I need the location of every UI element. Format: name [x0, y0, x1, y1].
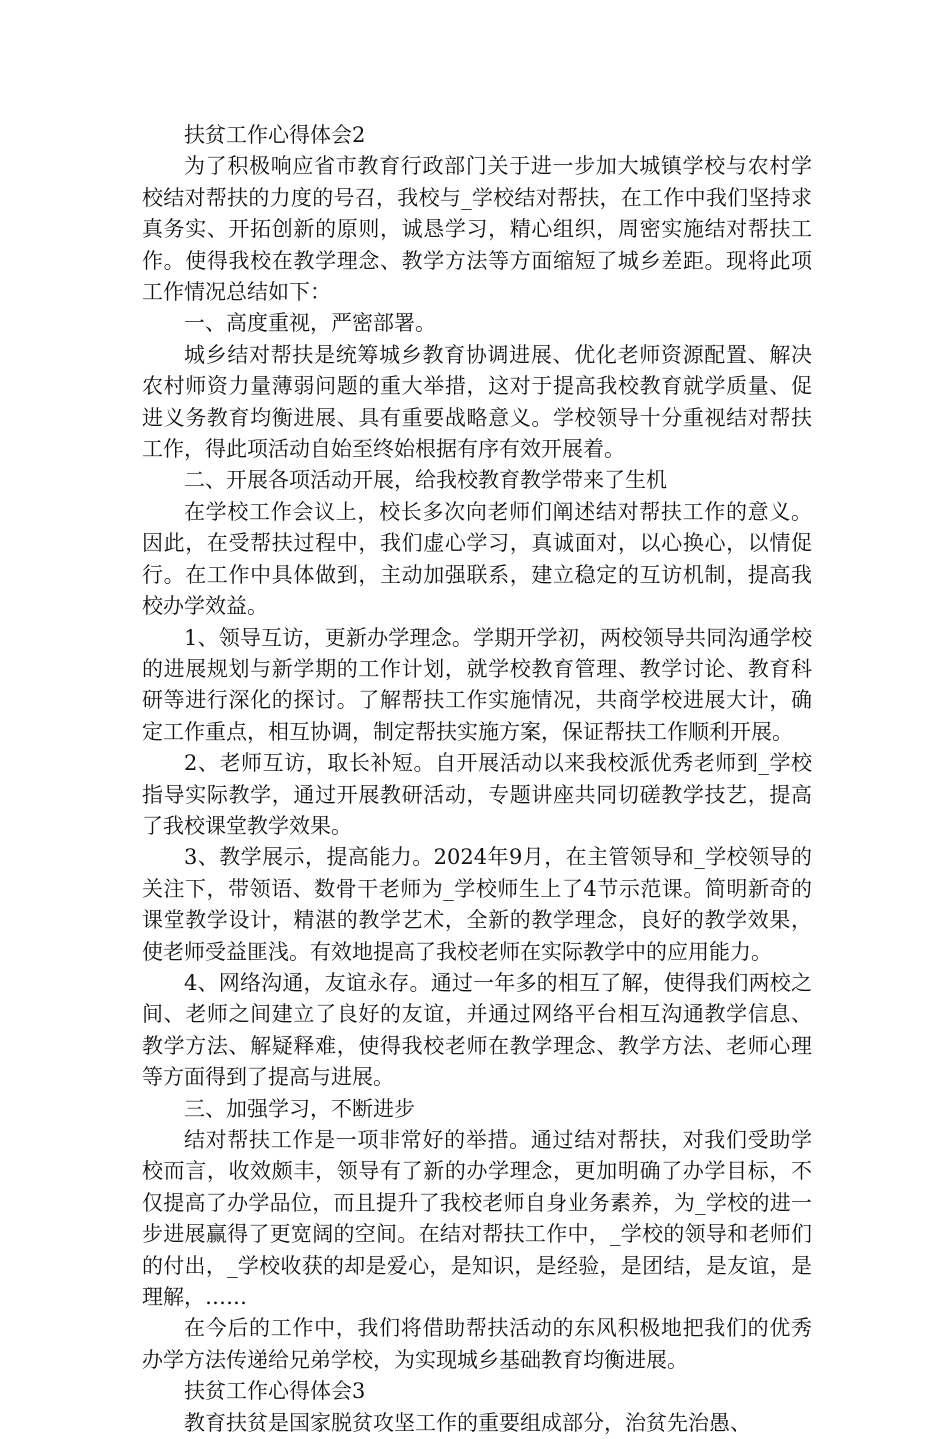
body-paragraph: 在学校工作会议上，校长多次向老师们阐述结对帮扶工作的意义。因此，在受帮扶过程中，我们虚心学习，真诚面对，以心换心，以情促行。在工作中具体做到，主动加强联系，建立稳定的互访机制，提高我校办学效益。 [142, 499, 812, 619]
body-paragraph: 3、教学展示，提高能力。2024年9月，在主管领导和_学校领导的关注下，带领语、数骨干老师为_学校师生上了4节示范课。简明新奇的课堂教学设计，精湛的教学艺术，全新的教学理念，良好的教学效果，使老师受益匪浅。有效地提高了我校老师在实际教学中的应用能力。 [142, 845, 812, 964]
heading-section-3: 扶贫工作心得体会3 [184, 1379, 366, 1404]
body-paragraph: 1、领导互访，更新办学理念。学期开学初，两校领导共同沟通学校的进展规划与新学期的工作计划，就学校教育管理、教学讨论、教育科研等进行深化的探讨。了解帮扶工作实施情况，共商学校进展大计，确定工作重点，相互协调，制定帮扶实施方案，保证帮扶工作顺利开展。 [142, 625, 812, 744]
heading-section-2: 扶贫工作心得体会2 [184, 123, 366, 147]
body-paragraph: 结对帮扶工作是一项非常好的举措。通过结对帮扶，对我们受助学校而言，收效颇丰，领导有了新的办学理念，更加明确了办学目标，不仅提高了办学品位，而且提升了我校老师自身业务素养，为_学校的进一步进展赢得了更宽阔的空间。在结对帮扶工作中，_学校的领导和老师们的付出，_学校收获的却是爱心，是知识，是经验，是团结，是友谊，是理解，…… [142, 1128, 812, 1310]
heading-part-1: 一、高度重视，严密部署。 [184, 311, 436, 336]
heading-part-2: 二、开展各项活动开展，给我校教育教学带来了生机 [184, 468, 667, 493]
body-paragraph: 城乡结对帮扶是统筹城乡教育协调进展、优化老师资源配置、解决农村师资力量薄弱问题的重大举措，这对于提高我校教育就学质量、促进义务教育均衡进展、具有重要战略意义。学校领导十分重视结对帮扶工作，得此项活动自始至终始根据有序有效开展着。 [142, 342, 812, 462]
body-paragraph: 在今后的工作中，我们将借助帮扶活动的东风积极地把我们的优秀办学方法传递给兄弟学校，为实现城乡基础教育均衡进展。 [142, 1316, 812, 1372]
heading-part-3: 三、加强学习，不断进步 [184, 1096, 415, 1121]
body-paragraph: 4、网络沟通，友谊永存。通过一年多的相互了解，使得我们两校之间、老师之间建立了良好的友谊，并通过网络平台相互沟通教学信息、教学方法、解疑释难，使得我校老师在教学理念、教学方法、老师心理等方面得到了提高与进展。 [142, 970, 812, 1090]
body-paragraph: 2、老师互访，取长补短。自开展活动以来我校派优秀老师到_学校指导实际教学，通过开展教研活动，专题讲座共同切磋教学技艺，提高了我校课堂教学效果。 [142, 751, 812, 838]
body-paragraph: 教育扶贫是国家脱贫攻坚工作的重要组成部分，治贫先治愚、 [184, 1410, 751, 1435]
document-page [142, 120, 812, 1439]
intro-paragraph: 为了积极响应省市教育行政部门关于进一步加大城镇学校与农村学校结对帮扶的力度的号召，我校与_学校结对帮扶，在工作中我们坚持求真务实、开拓创新的原则，诚恳学习，精心组织，周密实施结对帮扶工作。使得我校在教学理念、教学方法等方面缩短了城乡差距。现将此项工作情况总结如下： [142, 154, 812, 305]
